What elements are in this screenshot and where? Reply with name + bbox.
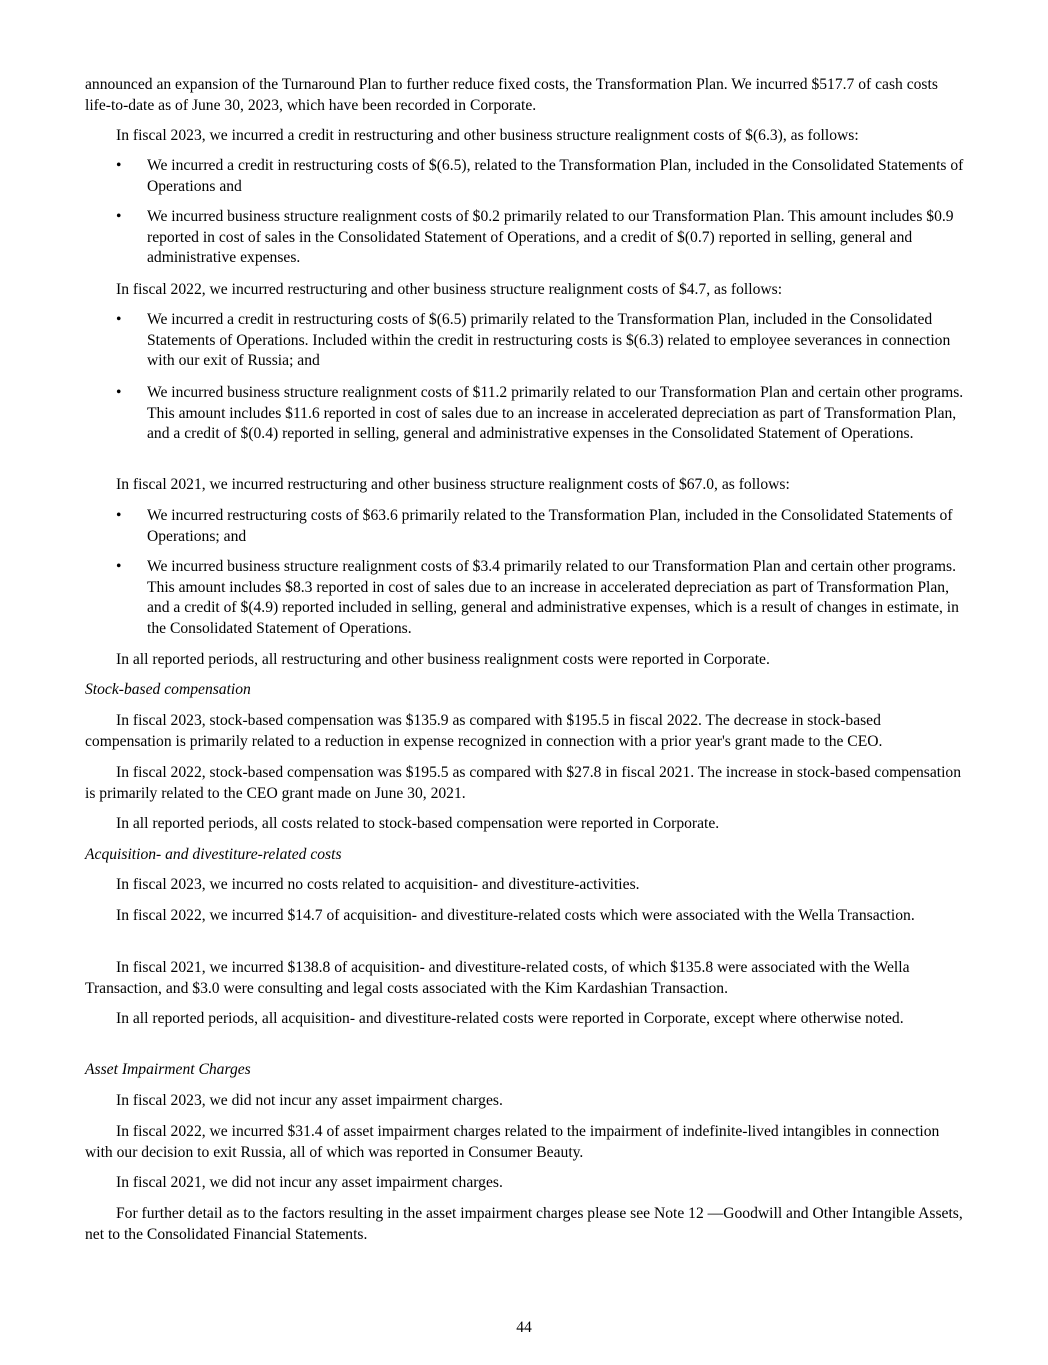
paragraph: In fiscal 2023, stock-based compensation was $135.9 as compared with $195.5 in fiscal 2022. The decrease in stock-based compensation is primarily related to a reduction in expense recognized in connection with a prior year's grant made to the CEO. xyxy=(85,712,883,750)
bullet-text: We incurred business structure realignment costs of $11.2 primarily related to our Transformation Plan and certain other programs. This amount includes $11.6 reported in cost of sales due to an increase in accelerated depreciation as part of Transformation Plan, and a credit of $(0.4) reported in selling, general and administrative expenses in the Consolidated Statement of Operations. xyxy=(147,384,964,443)
bullet-text: We incurred business structure realignment costs of $0.2 primarily related to our Transformation Plan. This amount includes $0.9 reported in cost of sales in the Consolidated Statement of Operations, and a credit of $(0.7) reported in selling, general and administrative expenses. xyxy=(147,208,954,267)
paragraph: In fiscal 2022, we incurred restructuring and other business structure realignment costs of $4.7, as follows: xyxy=(116,281,783,298)
paragraph: In fiscal 2022, stock-based compensation was $195.5 as compared with $27.8 in fiscal 2021. The increase in stock-based compensation is primarily related to the CEO grant made on June 30, 2021. xyxy=(85,764,962,802)
paragraph: In all reported periods, all acquisition- and divestiture-related costs were reported in Corporate, except where otherwise noted. xyxy=(116,1010,904,1027)
paragraph: In fiscal 2023, we did not incur any asset impairment charges. xyxy=(116,1092,503,1109)
page-number: 44 xyxy=(516,1319,532,1336)
bullet-item xyxy=(85,207,965,269)
bullet-text: We incurred restructuring costs of $63.6 primarily related to the Transformation Plan, included in the Consolidated Statements of Operations; and xyxy=(147,507,953,545)
bullet-item xyxy=(85,557,965,639)
bullet-icon: • xyxy=(116,507,122,524)
paragraph: In fiscal 2023, we incurred no costs related to acquisition- and divestiture-activities. xyxy=(116,876,640,893)
bullet-icon: • xyxy=(116,157,122,174)
section-heading: Stock-based compensation xyxy=(85,681,251,698)
section-heading: Asset Impairment Charges xyxy=(85,1061,251,1078)
bullet-text: We incurred business structure realignment costs of $3.4 primarily related to our Transformation Plan and certain other programs. This amount includes $8.3 reported in cost of sales due to an increase in accelerated depreciation as part of Transformation Plan, and a credit of $(4.9) reported included in selling, general and administrative expenses, which is a result of changes in estimate, in the Consolidated Statement of Operations. xyxy=(147,558,959,637)
bullet-icon: • xyxy=(116,558,122,575)
paragraph: In all reported periods, all restructuring and other business realignment costs were reported in Corporate. xyxy=(116,651,770,668)
paragraph: In fiscal 2021, we did not incur any asset impairment charges. xyxy=(116,1174,503,1191)
bullet-icon: • xyxy=(116,208,122,225)
bullet-item xyxy=(85,156,965,197)
paragraph: In all reported periods, all costs related to stock-based compensation were reported in Corporate. xyxy=(116,815,720,832)
bullet-text: We incurred a credit in restructuring costs of $(6.5), related to the Transformation Plan, included in the Consolidated Statements of Operations and xyxy=(147,157,964,195)
bullet-item xyxy=(85,383,965,445)
paragraph: In fiscal 2022, we incurred $31.4 of asset impairment charges related to the impairment of indefinite-lived intangibles in connection with our decision to exit Russia, all of which was reported in Consumer Beauty. xyxy=(85,1123,940,1161)
bullet-icon: • xyxy=(116,384,122,401)
bullet-icon: • xyxy=(116,311,122,328)
bullet-item xyxy=(85,506,965,547)
paragraph: In fiscal 2021, we incurred restructuring and other business structure realignment costs of $67.0, as follows: xyxy=(116,476,790,493)
paragraph: In fiscal 2023, we incurred a credit in restructuring and other business structure realignment costs of $(6.3), as follows: xyxy=(116,127,859,144)
paragraph: In fiscal 2022, we incurred $14.7 of acquisition- and divestiture-related costs which were associated with the Wella Transaction. xyxy=(116,907,915,924)
bullet-item xyxy=(85,310,965,372)
section-heading: Acquisition- and divestiture-related costs xyxy=(85,846,342,863)
paragraph: In fiscal 2021, we incurred $138.8 of acquisition- and divestiture-related costs, of which $135.8 were associated with the Wella Transaction, and $3.0 were consulting and legal costs associated with the Kim Kardashian Transaction. xyxy=(85,959,910,997)
paragraph: For further detail as to the factors resulting in the asset impairment charges please see Note 12 —Goodwill and Other Intangible Assets, net to the Consolidated Financial Statements. xyxy=(85,1205,963,1243)
bullet-text: We incurred a credit in restructuring costs of $(6.5) primarily related to the Transformation Plan, included in the Consolidated Statements of Operations. Included within the credit in restructuring costs is $(6.3) related to employee severances in connection with our exit of Russia; and xyxy=(147,311,951,370)
paragraph: announced an expansion of the Turnaround Plan to further reduce fixed costs, the Transformation Plan. We incurred $517.7 of cash costs life-to-date as of June 30, 2023, which have been recorded in Corporate. xyxy=(85,76,938,114)
